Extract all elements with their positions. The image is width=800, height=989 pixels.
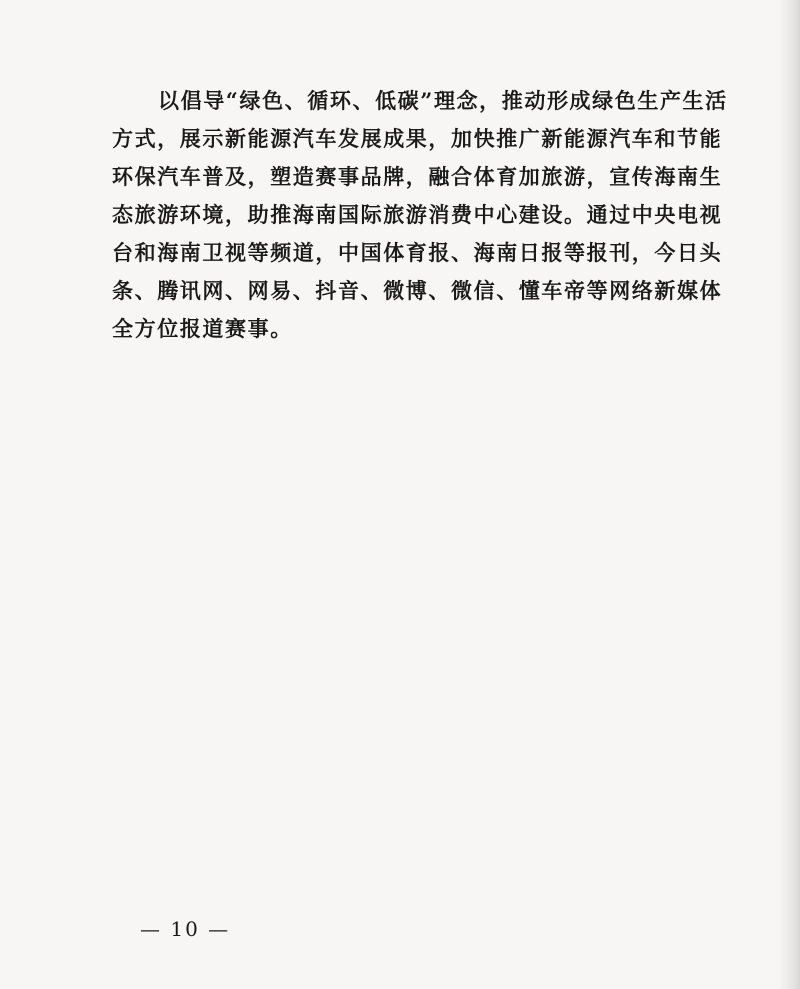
paragraph-line-5: 台和海南卫视等频道，中国体育报、海南日报等报刊，今日头: [112, 240, 723, 265]
paragraph-line-4: 态旅游环境，助推海南国际旅游消费中心建设。通过中央电视: [112, 202, 723, 227]
paragraph-line-3: 环保汽车普及，塑造赛事品牌，融合体育加旅游，宣传海南生: [112, 164, 723, 189]
body-paragraph: [112, 82, 728, 348]
paragraph-line-7: 全方位报道赛事。: [112, 316, 293, 341]
paragraph-line-1: 以倡导“绿色、循环、低碳”理念，推动形成绿色生产生活: [158, 88, 728, 113]
paragraph-line-6: 条、腾讯网、网易、抖音、微博、微信、懂车帝等网络新媒体: [112, 278, 723, 303]
page-number: — 10 —: [140, 917, 231, 941]
scan-shadow-edge: [778, 0, 800, 989]
paragraph-line-2: 方式，展示新能源汽车发展成果，加快推广新能源汽车和节能: [112, 126, 723, 151]
